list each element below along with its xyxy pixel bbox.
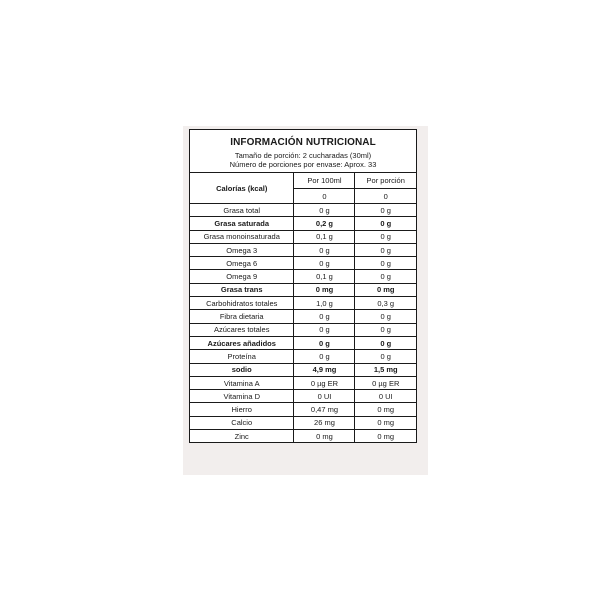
nutrition-facts-label — [189, 129, 417, 443]
table-header-row — [190, 173, 416, 189]
nutrient-per-100ml: 0 g — [294, 350, 355, 363]
nutrient-rows — [190, 204, 416, 443]
nutrient-name: sodio — [190, 363, 294, 376]
nutrient-name: Omega 6 — [190, 257, 294, 270]
nutrient-per-serving: 0 g — [355, 230, 416, 243]
nutrient-name: Zinc — [234, 431, 249, 441]
nutrient-per-100ml: 0 g — [294, 336, 355, 349]
nutrient-name: Grasa total — [190, 204, 294, 217]
nutrient-name: Azúcares totales — [190, 323, 294, 336]
nutrient-row — [190, 270, 416, 283]
nutrient-per-serving: 0,3 g — [355, 297, 416, 310]
nutrient-name: Vitamina A — [190, 376, 294, 389]
nutrient-per-100ml: 0 µg ER — [294, 376, 355, 389]
nutrient-row — [190, 323, 416, 336]
calories-per-serving: 0 — [355, 189, 416, 204]
nutrient-row — [190, 403, 416, 416]
nutrient-per-serving: 0 g — [355, 257, 416, 270]
servings-per-container: Número de porciones por envase: Aprox. 33 — [229, 160, 377, 169]
column-header-per-100ml: Por 100ml — [294, 173, 355, 189]
calories-per-100ml: 0 — [294, 189, 355, 204]
nutrient-per-serving: 0 g — [355, 336, 416, 349]
nutrient-name: Fibra dietaria — [190, 310, 294, 323]
nutrient-per-100ml: 0 g — [294, 323, 355, 336]
nutrient-name: Carbohidratos totales — [190, 297, 294, 310]
nutrition-table — [190, 173, 416, 442]
nutrient-per-serving: 0 g — [355, 350, 416, 363]
nutrient-row — [190, 390, 416, 403]
nutrient-per-100ml: 0,1 g — [294, 230, 355, 243]
nutrient-name: Azúcares añadidos — [190, 336, 294, 349]
serving-info — [190, 151, 416, 173]
nutrient-per-serving: 0 g — [355, 204, 416, 217]
nutrient-row — [190, 350, 416, 363]
nutrient-row — [190, 416, 416, 429]
nutrient-name: Grasa monoinsaturada — [190, 230, 294, 243]
nutrient-row — [190, 336, 416, 349]
nutrient-per-100ml: 0,47 mg — [294, 403, 355, 416]
nutrient-per-serving: 0 mg — [355, 283, 416, 296]
nutrient-per-100ml: 0 g — [294, 257, 355, 270]
nutrient-per-serving: 0 g — [355, 217, 416, 230]
nutrient-per-serving: 0 mg — [355, 416, 416, 429]
nutrient-row — [190, 310, 416, 323]
nutrient-name: Grasa saturada — [190, 217, 294, 230]
nutrient-per-serving: 0 g — [355, 323, 416, 336]
nutrient-per-serving: 0 UI — [355, 390, 416, 403]
nutrient-per-serving: 1,5 mg — [355, 363, 416, 376]
nutrient-per-100ml: 1,0 g — [294, 297, 355, 310]
nutrient-per-serving: 0 mg — [355, 403, 416, 416]
nutrient-row — [190, 243, 416, 256]
nutrient-per-100ml: 0 g — [294, 204, 355, 217]
nutrient-name: Calcio — [190, 416, 294, 429]
column-header-per-serving: Por porción — [355, 173, 416, 189]
nutrient-per-100ml: 0 g — [294, 310, 355, 323]
nutrient-per-serving: 0 g — [355, 243, 416, 256]
serving-size: Tamaño de porción: 2 cucharadas (30ml) — [234, 151, 372, 160]
nutrient-name: Proteína — [190, 350, 294, 363]
nutrient-row — [190, 363, 416, 376]
nutrient-per-100ml: 0,1 g — [294, 270, 355, 283]
nutrient-per-serving: 0 µg ER — [355, 376, 416, 389]
nutrient-name: Hierro — [190, 403, 294, 416]
calories-label: Calorías (kcal) — [190, 173, 294, 204]
nutrient-per-100ml: 0 g — [294, 243, 355, 256]
nutrient-per-100ml: 0 mg — [294, 283, 355, 296]
nutrient-per-100ml: 4,9 mg — [294, 363, 355, 376]
nutrient-name: Omega 9 — [190, 270, 294, 283]
nutrient-row — [190, 376, 416, 389]
nutrient-row — [190, 230, 416, 243]
nutrient-per-serving: 0 mg — [355, 430, 416, 443]
nutrient-per-100ml: 0 mg — [294, 430, 355, 443]
nutrient-row — [190, 257, 416, 270]
nutrient-name: Grasa trans — [190, 283, 294, 296]
nutrient-per-serving: 0 g — [355, 270, 416, 283]
nutrient-per-100ml: 0 UI — [294, 390, 355, 403]
nutrient-row — [190, 297, 416, 310]
nutrient-name: Omega 3 — [190, 243, 294, 256]
nutrient-row — [190, 430, 416, 443]
nutrient-per-100ml: 0,2 g — [294, 217, 355, 230]
nutrient-row — [190, 283, 416, 296]
nutrient-row — [190, 217, 416, 230]
label-title: INFORMACIÓN NUTRICIONAL — [230, 137, 376, 148]
nutrient-row — [190, 204, 416, 217]
nutrient-per-100ml: 26 mg — [294, 416, 355, 429]
nutrient-per-serving: 0 g — [355, 310, 416, 323]
nutrient-name: Vitamina D — [190, 390, 294, 403]
